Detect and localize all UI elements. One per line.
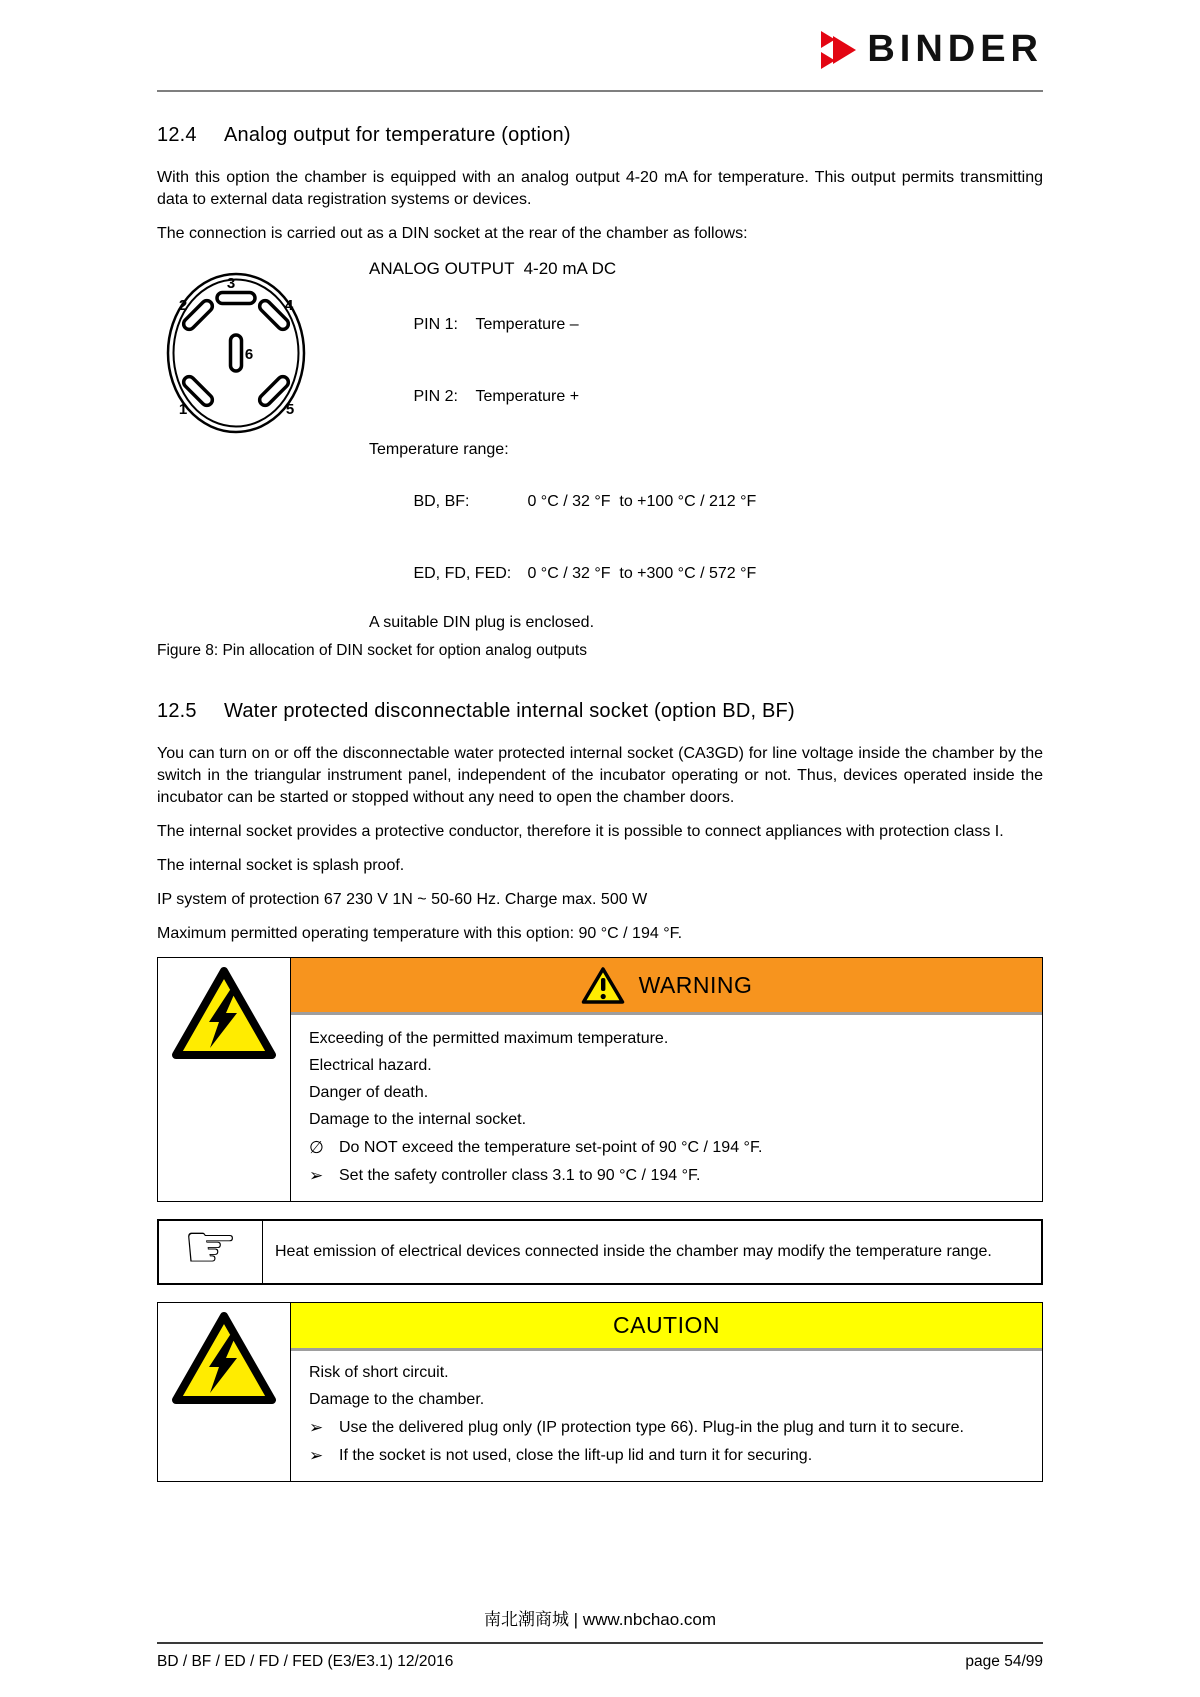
binder-logo-text: BINDER (867, 28, 1043, 70)
note-text-content: Heat emission of electrical devices connected inside the chamber may modify the temperature range. (275, 1243, 992, 1260)
range-row-bd-bf (369, 466, 756, 538)
pin-2-label: 2 (178, 297, 188, 314)
caution-bullet-text: If the socket is not used, close the lift-up lid and turn it for securing. (339, 1447, 813, 1464)
figure-caption: Figure 8: Pin allocation of DIN socket for option analog outputs (157, 642, 587, 659)
din-socket-figure (157, 257, 1043, 635)
section-title: Analog output for temperature (option) (224, 124, 571, 146)
pin-allocation-info (369, 257, 756, 635)
paragraph: IP system of protection 67 230 V 1N ~ 50-60 Hz. Charge max. 500 W (157, 891, 648, 908)
temperature-range-heading: Temperature range: (369, 441, 509, 458)
high-voltage-triangle-icon (171, 966, 277, 1062)
paragraph: The internal socket provides a protective conductor, therefore it is possible to connect appliances with protection class I. (157, 823, 1004, 840)
exclamation-triangle-icon (581, 966, 625, 1005)
section-heading-12-5 (157, 700, 1043, 723)
warning-statement: Damage to the internal socket. (309, 1111, 527, 1128)
prohibition-icon: ∅ (309, 1138, 324, 1157)
note-box (157, 1213, 1043, 1285)
section-number: 12.5 (157, 700, 197, 722)
section-title: Water protected disconnectable internal socket (option BD, BF) (224, 700, 795, 722)
range2-label: ED, FD, FED: (413, 565, 512, 582)
caution-statement: Damage to the chamber. (309, 1391, 485, 1408)
pin2-label: PIN 2: (413, 388, 458, 405)
caution-bullet-text: Use the delivered plug only (IP protection type 66). Plug-in the plug and turn it to secure. (339, 1419, 964, 1436)
range-row-ed-fd-fed (369, 538, 756, 610)
warning-box-content (291, 958, 1042, 1201)
pin2-row (369, 361, 756, 433)
pin-1-label: 1 (178, 401, 188, 418)
caution-box-content (291, 1303, 1042, 1481)
warning-bullet (309, 1162, 1022, 1189)
pin-3-slot (217, 293, 255, 304)
footer-document-id: BD / BF / ED / FD / FED (E3/E3.1) 12/2016 (157, 1653, 454, 1670)
page-footer (157, 1605, 1043, 1671)
caution-body (291, 1351, 1042, 1481)
paragraph: The connection is carried out as a DIN socket at the rear of the chamber as follows: (157, 225, 748, 242)
pin-3-label: 3 (226, 275, 236, 292)
caution-bullet (309, 1414, 1022, 1441)
warning-box-icon-cell (158, 958, 291, 1201)
warning-header (291, 958, 1042, 1015)
warning-box (157, 957, 1043, 1202)
analog-output-title: ANALOG OUTPUT 4-20 mA DC (369, 259, 617, 278)
arrow-bullet-icon: ➢ (309, 1166, 324, 1185)
paragraph: You can turn on or off the disconnectable water protected internal socket (CA3GD) for line voltage inside the chamber by the switch in the triangular instrument panel, independent of the incubator operating or not. Thus, devices operated inside the incubator can be started or stopped without any need to open the chamber doors. (157, 745, 1043, 806)
watermark-text: 南北潮商城 | www.nbchao.com (483, 1610, 717, 1629)
paragraph: With this option the chamber is equipped with an analog output 4-20 mA for temperature. This output permits transmitting data to external data registration systems or devices. (157, 169, 1043, 208)
pin1-row (369, 289, 756, 361)
range1-value: 0 °C / 32 °F to +100 °C / 212 °F (527, 493, 757, 510)
warning-bullet (309, 1134, 1022, 1161)
arrow-bullet-icon: ➢ (309, 1446, 324, 1465)
range1-label: BD, BF: (413, 493, 470, 510)
warning-body (291, 1015, 1042, 1201)
pin-5-label: 5 (285, 401, 295, 418)
caution-bullet (309, 1442, 1022, 1469)
caution-statement: Risk of short circuit. (309, 1364, 449, 1381)
caution-box (157, 1302, 1043, 1482)
range2-value: 0 °C / 32 °F to +300 °C / 572 °F (527, 565, 757, 582)
warning-statement: Danger of death. (309, 1084, 429, 1101)
binder-logo (819, 25, 1043, 73)
caution-box-icon-cell (158, 1303, 291, 1481)
warning-statement: Exceeding of the permitted maximum temperature. (309, 1030, 669, 1047)
footer-divider (157, 1642, 1043, 1644)
paragraph: Maximum permitted operating temperature with this option: 90 °C / 194 °F. (157, 925, 683, 942)
caution-header (291, 1303, 1042, 1351)
pin2-value: Temperature + (475, 388, 580, 405)
footer-page-number: page 54/99 (965, 1653, 1043, 1670)
header-divider (157, 90, 1043, 92)
warning-bullet-text: Do NOT exceed the temperature set-point of 90 °C / 194 °F. (339, 1139, 763, 1156)
din-socket-diagram (163, 257, 313, 445)
pointing-hand-icon: ☞ (182, 1213, 239, 1282)
note-box-icon-cell (159, 1213, 263, 1283)
pin-6-slot (231, 335, 242, 371)
din-plug-note: A suitable DIN plug is enclosed. (369, 614, 595, 631)
pin-4-label: 4 (284, 297, 294, 314)
binder-logo-mark-icon (819, 25, 859, 73)
warning-title: WARNING (638, 971, 753, 998)
warning-bullet-text: Set the safety controller class 3.1 to 90 °C / 194 °F. (339, 1167, 701, 1184)
paragraph: The internal socket is splash proof. (157, 857, 405, 874)
pin1-label: PIN 1: (413, 316, 458, 333)
high-voltage-triangle-icon (171, 1311, 277, 1407)
pin-6-label: 6 (244, 346, 254, 363)
page-header (157, 0, 1043, 72)
arrow-bullet-icon: ➢ (309, 1418, 324, 1437)
caution-title: CAUTION (613, 1312, 720, 1338)
section-heading-12-4 (157, 124, 1043, 147)
warning-statement: Electrical hazard. (309, 1057, 432, 1074)
section-number: 12.4 (157, 124, 197, 146)
note-text (263, 1221, 1041, 1283)
pin1-value: Temperature – (475, 316, 579, 333)
